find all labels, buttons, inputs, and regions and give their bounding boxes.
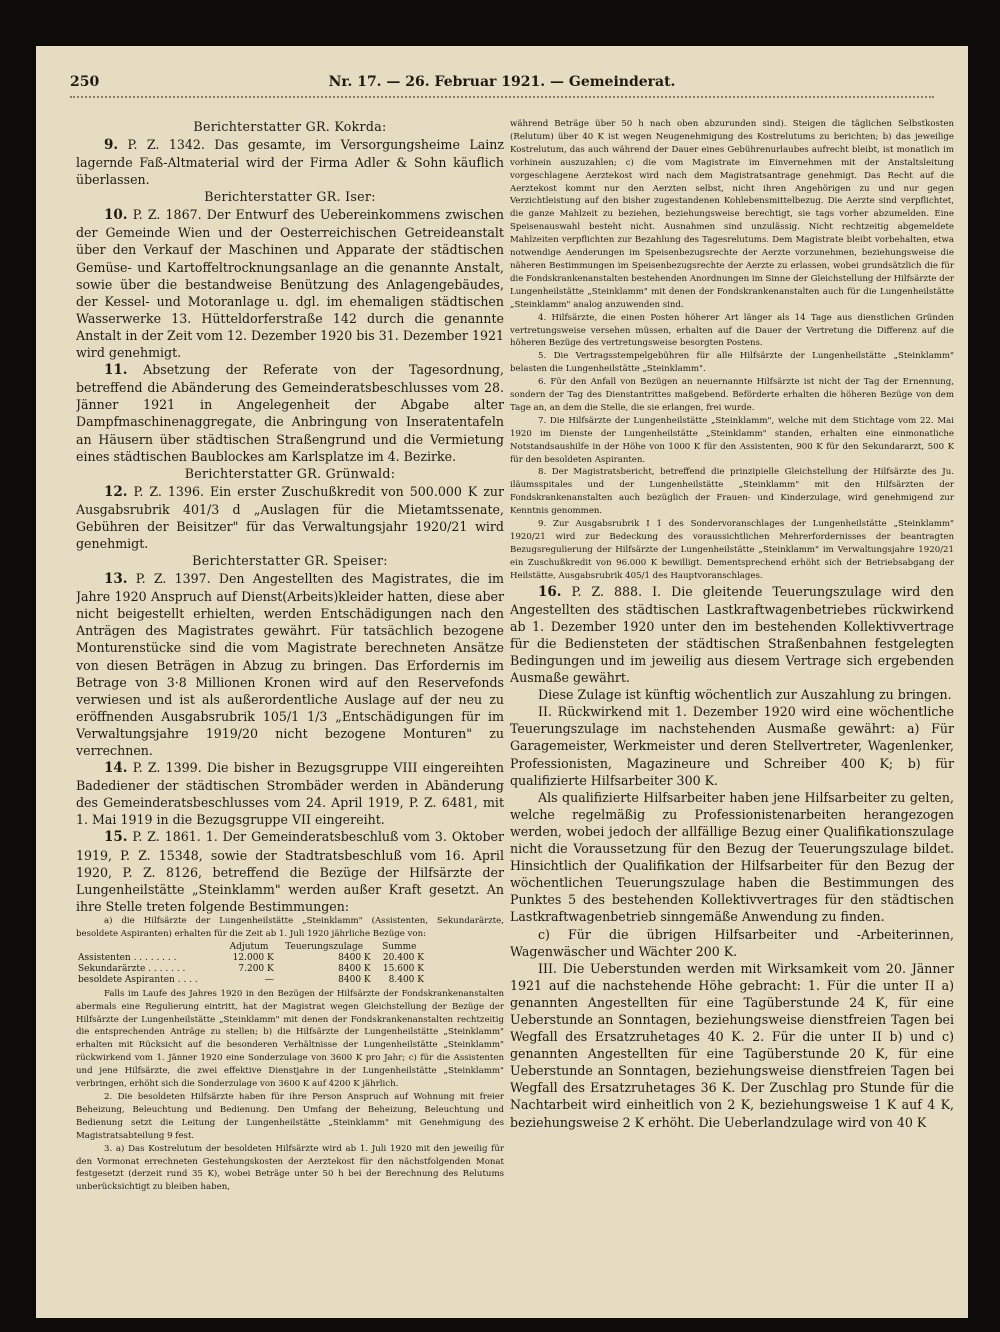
right-column bbox=[510, 118, 954, 1298]
item-number: 15. bbox=[104, 829, 128, 846]
item-number: 10. bbox=[104, 207, 128, 224]
salary-table bbox=[76, 942, 426, 986]
item-12 bbox=[76, 483, 504, 552]
item-15-a: a) die Hilfsärzte der Lungenheilstätte „Steinklamm" (Assistenten, Sekundarärzte, besoldete Aspiranten) erhalten für die Zeit ab 1. Juli 1920 jährliche Bezüge von: bbox=[76, 915, 504, 939]
item-15-4: 4. Hilfsärzte, die einen Posten höherer Art länger als 14 Tage aus dienstlichen Gründen vertretungsweise versehen müssen, erhalten auf die Dauer der Vertretung die Differenz auf die höheren Bezüge des vertretungsweise besorgten Postens. bbox=[510, 312, 954, 349]
item-9 bbox=[76, 136, 504, 188]
speaker-heading: Berichterstatter GR. Grünwald: bbox=[184, 465, 396, 481]
table-row bbox=[76, 975, 426, 986]
table-cell: — bbox=[264, 974, 274, 985]
item-text: P. Z. 1867. Der Entwurf des Uebereinkommens zwischen der Gemeinde Wien und der Oesterreichischen Getreideanstalt über den Verkauf der Maschinen und Apparate der städtischen Gemüse- und Kartoffeltrocknungsanlage an die genannte Anstalt, sowie über die bestandweise Benützung des Anlagengebäudes, der Kessel- und Motoranlage u. dgl. im ehemaligen städtischen Wasserwerke 13. Hütteldorferstraße 142 durch die genannte Anstalt in der Zeit vom 12. Dezember 1920 bis 31. Dezember 1921 wird genehmigt. bbox=[76, 207, 504, 361]
item-number: 13. bbox=[104, 571, 128, 588]
speaker-heading: Berichterstatter GR. Speiser: bbox=[192, 553, 388, 569]
item-15-2: 2. Die besoldeten Hilfsärzte haben für ihre Person Anspruch auf Wohnung mit freier Beheizung, Beleuchtung und Bedienung. Den Umfang der Beheizung, Beleuchtung und Bedienung setzt die Leitung der Lungenheilstätte „Steinklamm" mit Genehmigung des Magistratsabteilung 9 fest. bbox=[76, 1092, 504, 1141]
speaker-heading: Berichterstatter GR. Iser: bbox=[204, 189, 376, 205]
table-cell: Sekundarärzte . . . . . . . bbox=[78, 963, 186, 974]
item-text: P. Z. 1399. Die bisher in Bezugsgruppe VIII eingereihten Badediener der städtischen Strombäder werden in Abänderung des Gemeinderatsbeschlusses vom 24. April 1919, P. Z. 6481, mit 1. Mai 1919 in die Bezugsgruppe VII eingereiht. bbox=[76, 760, 504, 828]
item-16-p3: II. Rückwirkend mit 1. Dezember 1920 wird eine wöchentliche Teuerungszulage im nachstehenden Ausmaße gewährt: a) Für Garagemeister, Werkmeister und deren Stellvertreter, Wagenlenker, Professionisten, Magazineure und Schreiber 400 K; b) für qualifizierte Hilfsarbeiter 300 K. bbox=[510, 704, 954, 788]
page-number: 250 bbox=[70, 74, 100, 90]
item-15-5: 5. Die Vertragsstempelgebühren für alle Hilfsärzte der Lungenheilstätte „Steinklamm" belasten die Lungenheilstätte „Steinklamm". bbox=[510, 351, 954, 375]
item-10 bbox=[76, 206, 504, 361]
item-text: P. Z. 1342. Das gesamte, im Versorgungsheime Lainz lagernde Faß-Altmaterial wird der Firma Adler & Sohn käuflich überlassen. bbox=[76, 137, 504, 188]
item-15-3: 3. a) Das Kostrelutum der besoldeten Hilfsärzte wird ab 1. Juli 1920 mit den jeweilig für den Vormonat errechneten Gestehungskosten der Aerztekost für den nächstfolgenden Monat festgesetzt (derzeit rund 35 K), wobei Beträge unter 50 h bei der Berechnung des Relutums unberücksichtigt zu bleiben haben, bbox=[76, 1143, 504, 1193]
item-15-9: 9. Zur Ausgabsrubrik I 1 des Sondervoranschlages der Lungenheilstätte „Steinklamm" 1920/21 wird zur Bedeckung des voraussichtlichen Mehrerfordernisses der beantragten Bezugsregulierung der Hilfsärzte der Lungenheilstätte „Steinklamm" im Verwaltungsjahre 1920/21 ein Zuschußkredit von 96.000 K bewilligt. Dementsprechend erhöht sich der Betriebsabgang der Heilstätte, Ausgabsrubrik 405/1 des Hauptvoranschlages. bbox=[510, 519, 954, 581]
item-15-7: 7. Die Hilfsärzte der Lungenheilstätte „Steinklamm", welche mit dem Stichtage vom 22. Mai 1920 im Dienste der Lungenheilstätte „Steinklamm" standen, erhalten eine einmonatliche Notstandsaushilfe in der Höhe von 1000 K für den Assistenten, 900 K für den Sekundararzt, 500 K für den besoldeten Aspiranten. bbox=[510, 415, 954, 465]
item-number: 11. bbox=[104, 362, 128, 379]
table-cell: besoldete Aspiranten . . . . bbox=[78, 974, 198, 985]
table-cell: 20.400 K bbox=[382, 952, 424, 963]
table-cell: 15.600 K bbox=[382, 963, 424, 974]
item-14 bbox=[76, 759, 504, 828]
item-number: 14. bbox=[104, 760, 128, 777]
item-text: P. Z. 1861. 1. Der Gemeinderatsbeschluß vom 3. Oktober 1919, P. Z. 15348, sowie der Stadtratsbeschluß vom 16. April 1920, P. Z. 8126, betreffend die Bezüge der Hilfsärzte der Lungenheilstätte „Steinklamm" werden außer Kraft gesetzt. An ihre Stelle treten folgende Bestimmungen: bbox=[76, 829, 504, 914]
item-13 bbox=[76, 570, 504, 759]
table-header: Teuerungszulage bbox=[285, 941, 364, 952]
table-cell: 12.000 K bbox=[232, 952, 274, 963]
item-15-8: 8. Der Magistratsbericht, betreffend die prinzipielle Gleichstellung der Hilfsärzte des Ju. iläumsspitales und der Lungenheilstätte „Steinklamm" mit den Hilfsärzten der Fondskrankenanstalten auch bezüglich der Frauen- und Kinderzulage, wird genehmigend zur Kenntnis genommen. bbox=[510, 467, 954, 517]
item-15-b: Falls im Laufe des Jahres 1920 in den Bezügen der Hilfsärzte der Fondskrankenanstalten abermals eine Regulierung eintritt, hat der Magistrat wegen Gleichstellung der Bezüge der Hilfsärzte der Lungenheilstätte „Steinklamm" mit denen der Fondskrankenanstalten rechtzeitig die entsprechenden Anträge zu stellen; b) die Hilfsärzte der Lungenheilstätte „Steinklamm" erhalten mit Rücksicht auf die besonderen Verhältnisse der Lungenheilstätte „Steinklamm" rückwirkend vom 1. Jänner 1920 eine Sonderzulage von 3600 K pro Jahr; c) für die Assistenten und jene Hilfsärzte, die zwei effektive Dienstjahre in der Lungenheilstätte „Steinklamm" verbringen, erhöht sich die Sonderzulage von 3600 K auf 4200 K jährlich. bbox=[76, 988, 504, 1090]
table-header: Adjutum bbox=[229, 941, 269, 952]
item-11 bbox=[76, 361, 504, 465]
item-15-6: 6. Für den Anfall von Bezügen an neuernannte Hilfsärzte ist nicht der Tag der Ernennung, sondern der Tag des Dienstantrittes maßgebend. Beförderte erhalten die höheren Bezüge von dem Tage an, an dem die Stelle, die sie erlangen, frei wurde. bbox=[510, 377, 954, 413]
table-header: Summe bbox=[382, 941, 417, 952]
item-16-p5: c) Für die übrigen Hilfsarbeiter und -Arbeiterinnen, Wagenwäscher und Wächter 200 K. bbox=[510, 926, 954, 959]
header-divider bbox=[70, 96, 934, 98]
left-column bbox=[76, 118, 504, 1278]
item-number: 16. bbox=[538, 583, 562, 600]
table-cell: 7.200 K bbox=[238, 963, 274, 974]
table-cell: 8400 K bbox=[338, 952, 371, 963]
item-text: P. Z. 888. I. Die gleitende Teuerungszulage wird den Angestellten des städtischen Lastkraftwagenbetriebes rückwirkend ab 1. Dezember 1920 unter den im bestehenden Kollektivvertrage für die Bediensteten der städtischen Straßenbahnen festgelegten Bedingungen und im jeweilig aus diesem Vertrage sich ergebenden Ausmaße gewährt. bbox=[510, 583, 954, 686]
item-16-p4: Als qualifizierte Hilfsarbeiter haben jene Hilfsarbeiter zu gelten, welche regelmäßig zu Professionistenarbeiten herangezogen werden, wobei jedoch der allfällige Bezug einer Qualifikationszulage nicht die Voraussetzung für den Bezug der Teuerungszulage bildet. Hinsichtlich der Qualifikation der Hilfsarbeiter für den Bezug der wöchentlichen Teuerungszulage haben die Bestimmungen des Punktes 5 des bestehenden Kollektivvertrages für den städtischen Lastkraftwagenbetrieb sinngemäße Anwendung zu finden. bbox=[510, 789, 954, 925]
table-header bbox=[76, 942, 222, 953]
item-16-p6: III. Die Ueberstunden werden mit Wirksamkeit vom 20. Jänner 1921 auf die nachstehende Höhe gebracht: 1. Für die unter II a) genannten Angestellten für eine Tagüberstunde 24 K, für eine Ueberstunde an Sonntagen, beziehungsweise dienstfreien Tagen bei Wegfall des Ersatzruhetages 40 K. 2. Für die unter II b) und c) genannten Angestellten für eine Tagüberstunde 20 K, für eine Ueberstunde an Sonntagen, beziehungsweise dienstfreien Tagen bei Wegfall des Ersatzruhetages 36 K. Der Zuschlag pro Stunde für die Nachtarbeit wird einheitlich von 2 K, beziehungsweise 1 K auf 4 K, beziehungsweise 2 K erhöht. Die Ueberlandzulage wird von 40 K bbox=[510, 960, 954, 1130]
newspaper-page bbox=[36, 46, 968, 1318]
item-text: P. Z. 1396. Ein erster Zuschußkredit von 500.000 K zur Ausgabsrubrik 401/3 d „Auslagen für die Mietamtssenate, Gebühren der Beisitzer" für das Verwaltungsjahr 1920/21 wird genehmigt. bbox=[76, 483, 504, 551]
speaker-heading: Berichterstatter GR. Kokrda: bbox=[193, 119, 387, 134]
table-cell: 8400 K bbox=[338, 974, 371, 985]
item-15 bbox=[76, 828, 504, 914]
item-number: 9. bbox=[104, 137, 119, 153]
item-text: Absetzung der Referate von der Tagesordnung, betreffend die Abänderung des Gemeinderatsbeschlusses vom 28. Jänner 1921 in Angelegenheit der Abgabe alter Dampfmaschinenaggregate, die Anbringung von Inseratentafeln an Häusern über städtischen Straßengrund und die Vermietung eines städtischen Baublockes am Karlsplatze im 4. Bezirke. bbox=[76, 362, 504, 464]
table-header-row bbox=[76, 942, 426, 953]
page-title: Nr. 17. — 26. Februar 1921. — Gemeinderat. bbox=[328, 74, 676, 90]
item-16-p2: Diese Zulage ist künftig wöchentlich zur Auszahlung zu bringen. bbox=[538, 687, 952, 703]
table-cell: Assistenten . . . . . . . . bbox=[78, 952, 177, 963]
table-row bbox=[76, 953, 426, 964]
item-15-3-cont: während Beträge über 50 h nach oben abzurunden sind). Steigen die täglichen Selbstkosten (Relutum) über 40 K ist wegen Neugenehmigung des Kostrelutums zu berichten; b) das jeweilige Kostrelutum, das auch während der Dauer eines Gebührenurlaubes aufrecht bleibt, ist monatlich im vorhinein auszuzahlen; c) die vom Magistrate im Einvernehmen mit der Anstaltsleitung vorgeschlagene Aerztekost wird nach dem Magistratsantrage genehmigt. Das Recht auf die Aerztekost kommt nur den Aerzten selbst, nicht ihren Angehörigen zu und nur gegen Verzichtleistung auf den bisher zugestandenen Kohlebensmittelbezug. Die Aerzte sind verpflichtet, die ganze Mahlzeit zu beziehen, beziehungsweise berechtigt, sie tags vorher abzumelden. Eine Speisenauswahl besteht nicht. Ausnahmen sind unzulässig. Nicht rechtzeitig abgemeldete Mahlzeiten verpflichten zur Bezahlung des Tagesrelutums. Dem Magistrate bleibt vorbehalten, etwa notwendige Aenderungen im Speisenbezugsrechte der Aerzte vorzunehmen, beziehungsweise die näheren Bestimmungen im Speisenbezugsrechte der Aerzte zu erlassen, wobei grundsätzlich die für die Fondskrankenanstalten bestehenden Anordnungen im Sinne der Gleichstellung der Hilfsärzte der Lungenheilstätte „Steinklamm" mit denen der Fondskrankenanstalten auch für die Lungenheilstätte „Steinklamm" analog anzuwenden sind. bbox=[510, 119, 954, 310]
table-cell: 8400 K bbox=[338, 963, 371, 974]
item-16 bbox=[510, 583, 954, 687]
item-number: 12. bbox=[104, 483, 128, 500]
table-row bbox=[76, 964, 426, 975]
item-text: P. Z. 1397. Den Angestellten des Magistrates, die im Jahre 1920 Anspruch auf Dienst(Arbeits)kleider hatten, diese aber nicht beigestellt erhielten, werden Entschädigungen nach den Anträgen des Magistrates gewährt. Für tatsächlich bezogene Monturenstücke sind die vom Magistrate berechneten Ansätze von diesen Beträgen in Abzug zu bringen. Das Erfordernis im Betrage von 3·8 Millionen Kronen wird auf den Reservefonds verwiesen und ist als außerordentliche Auslage auf der neu zu eröffnenden Ausgabsrubrik 105/1 1/3 „Entschädigungen für im Verwaltungsjahre 1919/20 nicht bezogene Monturen" zu verrechnen. bbox=[76, 571, 504, 758]
table-cell: 8.400 K bbox=[388, 974, 424, 985]
